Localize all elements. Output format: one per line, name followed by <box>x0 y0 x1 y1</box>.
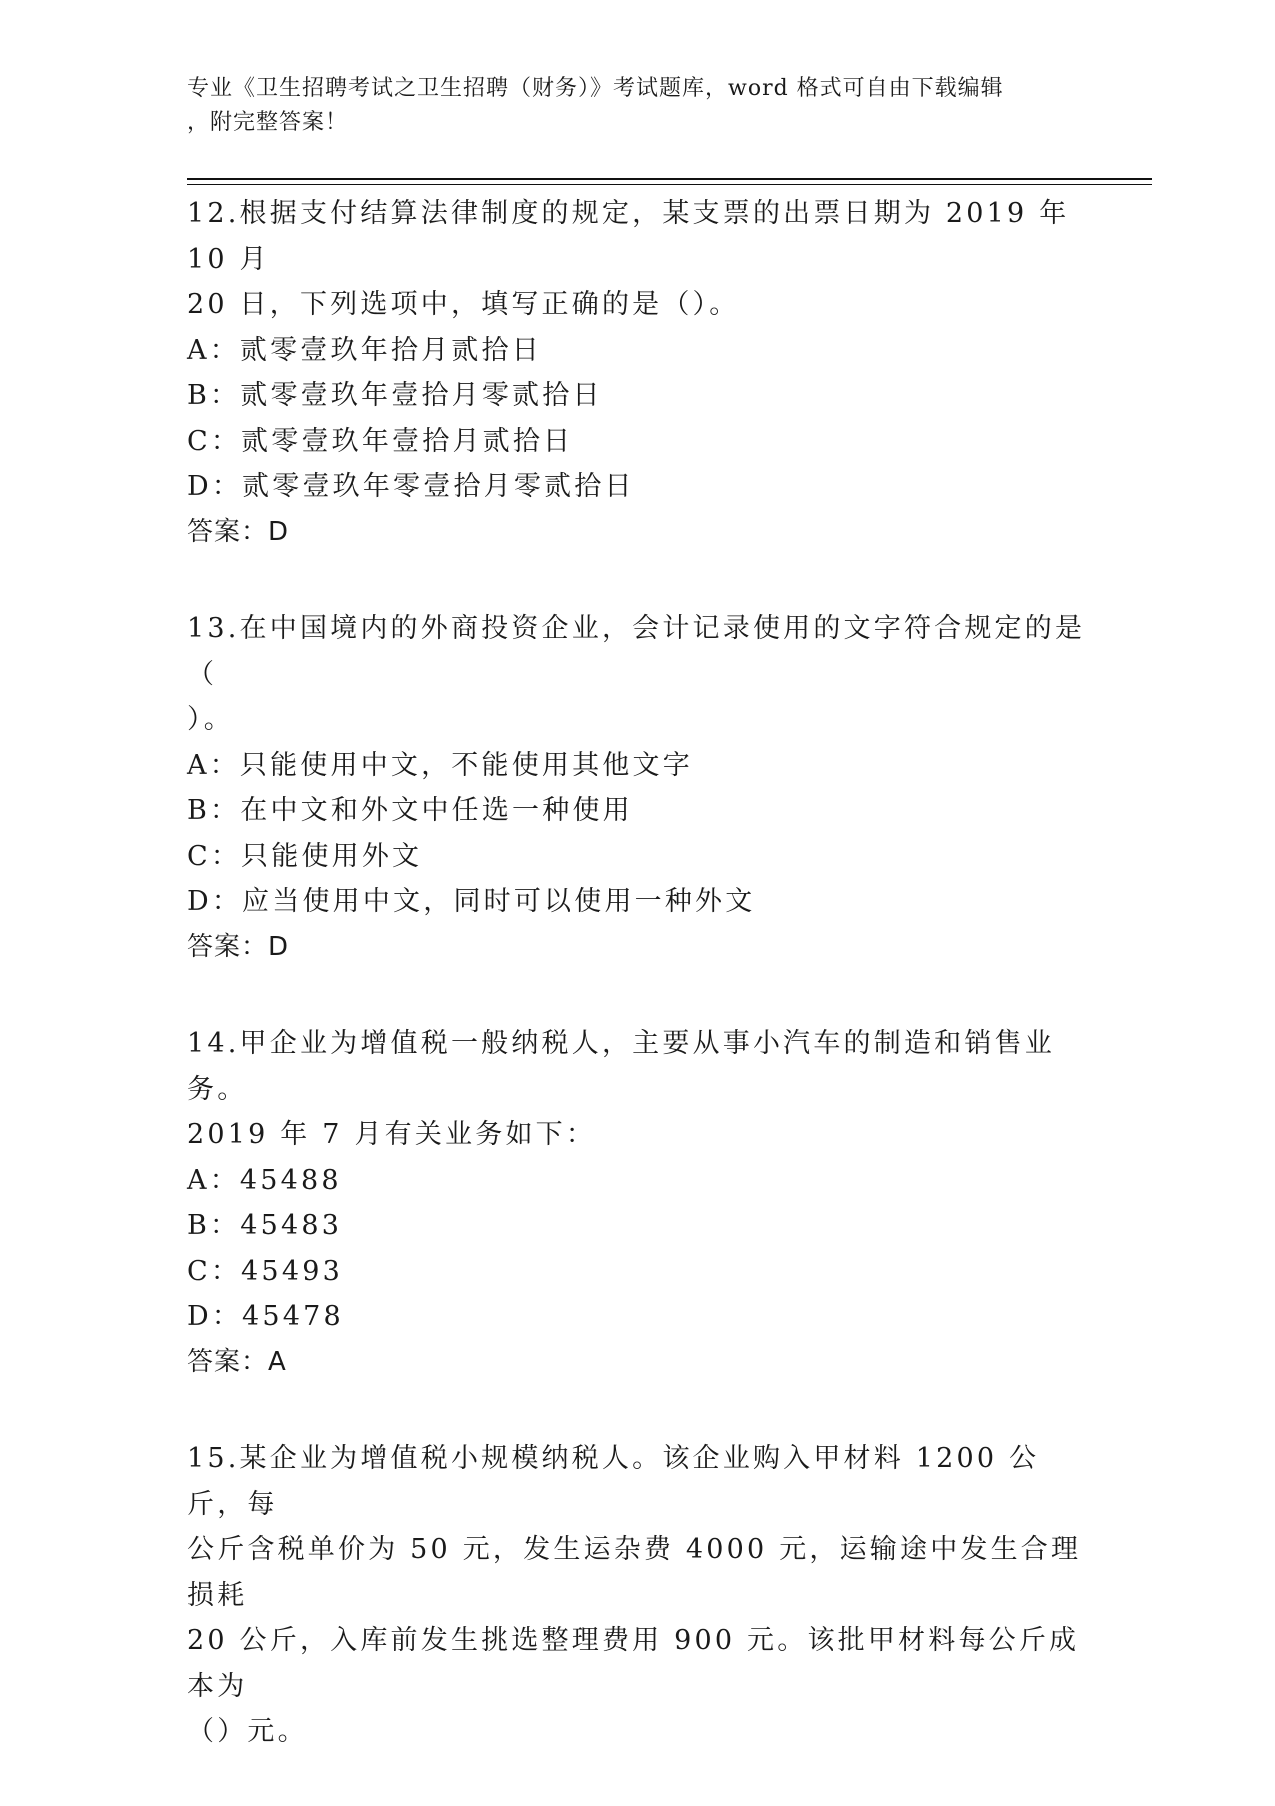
question-stem-line: 12.根据支付结算法律制度的规定，某支票的出票日期为 2019 年 10 月 <box>187 198 1070 275</box>
option-d: D：贰零壹玖年零壹拾月零贰拾日 <box>187 471 635 502</box>
option-c: C：45493 <box>187 1255 343 1287</box>
question-14 <box>187 1021 1087 1385</box>
option-a: A：只能使用中文，不能使用其他文字 <box>187 749 693 781</box>
option-c: C：贰零壹玖年壹拾月贰拾日 <box>187 425 574 457</box>
document-header <box>187 72 1067 140</box>
option-a: A：贰零壹玖年拾月贰拾日 <box>187 334 542 366</box>
option-c: C：只能使用外文 <box>187 840 423 872</box>
question-stem-line: 20 公斤，入库前发生挑选整理费用 900 元。该批甲材料每公斤成本为 <box>187 1625 1080 1702</box>
question-stem-line: 2019 年 7 月有关业务如下： <box>187 1119 597 1150</box>
option-a: A：45488 <box>187 1164 342 1196</box>
question-15 <box>187 1436 1087 1755</box>
option-b: B：贰零壹玖年壹拾月零贰拾日 <box>187 380 603 411</box>
question-stem-line: （）元。 <box>187 1716 308 1747</box>
question-stem-line: 13.在中国境内的外商投资企业，会计记录使用的文字符合规定的是（ <box>187 613 1086 690</box>
header-divider-thin <box>187 184 1152 185</box>
question-stem-line: 14.甲企业为增值税一般纳税人，主要从事小汽车的制造和销售业务。 <box>187 1028 1055 1105</box>
question-list <box>187 191 1087 1806</box>
header-divider-thick <box>187 178 1152 180</box>
answer: 答案：D <box>187 516 290 547</box>
option-b: B：在中文和外文中任选一种使用 <box>187 795 633 826</box>
question-stem-line: 20 日，下列选项中，填写正确的是（）。 <box>187 289 740 320</box>
question-13 <box>187 606 1087 970</box>
option-b: B：45483 <box>187 1210 343 1241</box>
answer: 答案：D <box>187 931 290 962</box>
option-d: D：应当使用中文，同时可以使用一种外文 <box>187 886 756 917</box>
question-12 <box>187 191 1087 555</box>
question-stem-line: 15.某企业为增值税小规模纳税人。该企业购入甲材料 1200 公斤，每 <box>187 1443 1040 1520</box>
header-line-2: ，附完整答案！ <box>187 110 349 135</box>
option-d: D：45478 <box>187 1301 344 1332</box>
header-line-1: 专业《卫生招聘考试之卫生招聘（财务）》考试题库，word 格式可自由下载编辑 <box>187 76 1004 101</box>
question-stem-line: 公斤含税单价为 50 元，发生运杂费 4000 元，运输途中发生合理损耗 <box>187 1534 1082 1611</box>
question-stem-line: ）。 <box>187 704 234 735</box>
answer: 答案：A <box>187 1346 287 1377</box>
